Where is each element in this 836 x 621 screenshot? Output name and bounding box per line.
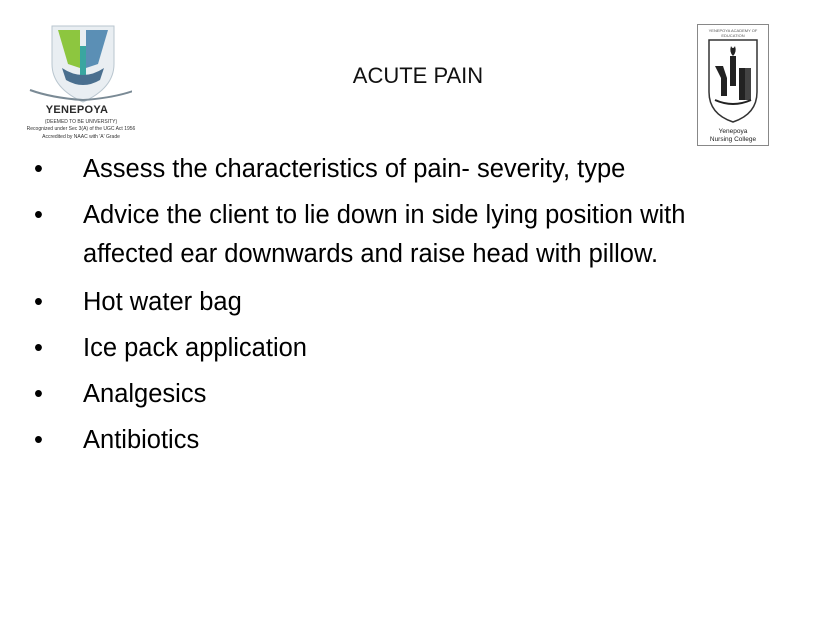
bullet-list — [22, 152, 762, 469]
bullet-text: Ice pack application — [83, 333, 307, 362]
bullet-item-ice-pack — [22, 331, 762, 366]
bullet-dot-icon: • — [34, 287, 43, 316]
slide-title: ACUTE PAIN — [352, 63, 484, 88]
bullet-dot-icon: • — [34, 379, 43, 408]
bullet-dot-icon: • — [34, 333, 43, 362]
logo-deemed-line: (DEEMED TO BE UNIVERSITY) — [44, 119, 118, 125]
logo-arc-text: YENEPOYA ACADEMY OF EDUCATION — [708, 28, 758, 38]
bullet-item-antibiotics — [22, 423, 762, 458]
bullet-dot-icon: • — [34, 425, 43, 454]
bullet-item-analgesics — [22, 377, 762, 412]
bullet-item-advice — [22, 196, 762, 273]
bullet-dot-icon: • — [34, 155, 43, 183]
bullet-text: Analgesics — [83, 379, 207, 408]
bullet-dot-icon: • — [34, 201, 43, 229]
logo-recognized-line: Recognized under Sec 3(A) of the UGC Act 1956 — [26, 126, 136, 132]
logo-university-name: YENEPOYA — [45, 104, 109, 116]
bullet-text: Antibiotics — [83, 425, 200, 454]
bullet-text: Hot water bag — [83, 287, 242, 316]
yenepoya-university-logo — [22, 24, 144, 154]
logo-accredited-line: Accredited by NAAC with 'A' Grade — [42, 134, 120, 140]
bullet-item-assess — [22, 152, 762, 187]
bullet-text: Assess the characteristics of pain- severity, type — [83, 155, 626, 183]
logo-caption-nursing-college: Nursing College — [709, 136, 757, 143]
logo-caption-yenepoya: Yenepoya — [718, 128, 748, 135]
bullet-text: Advice the client to lie down in side lying position with affected ear downwards and raise head with pillow. — [83, 201, 686, 268]
bullet-item-hot-water-bag — [22, 285, 762, 320]
